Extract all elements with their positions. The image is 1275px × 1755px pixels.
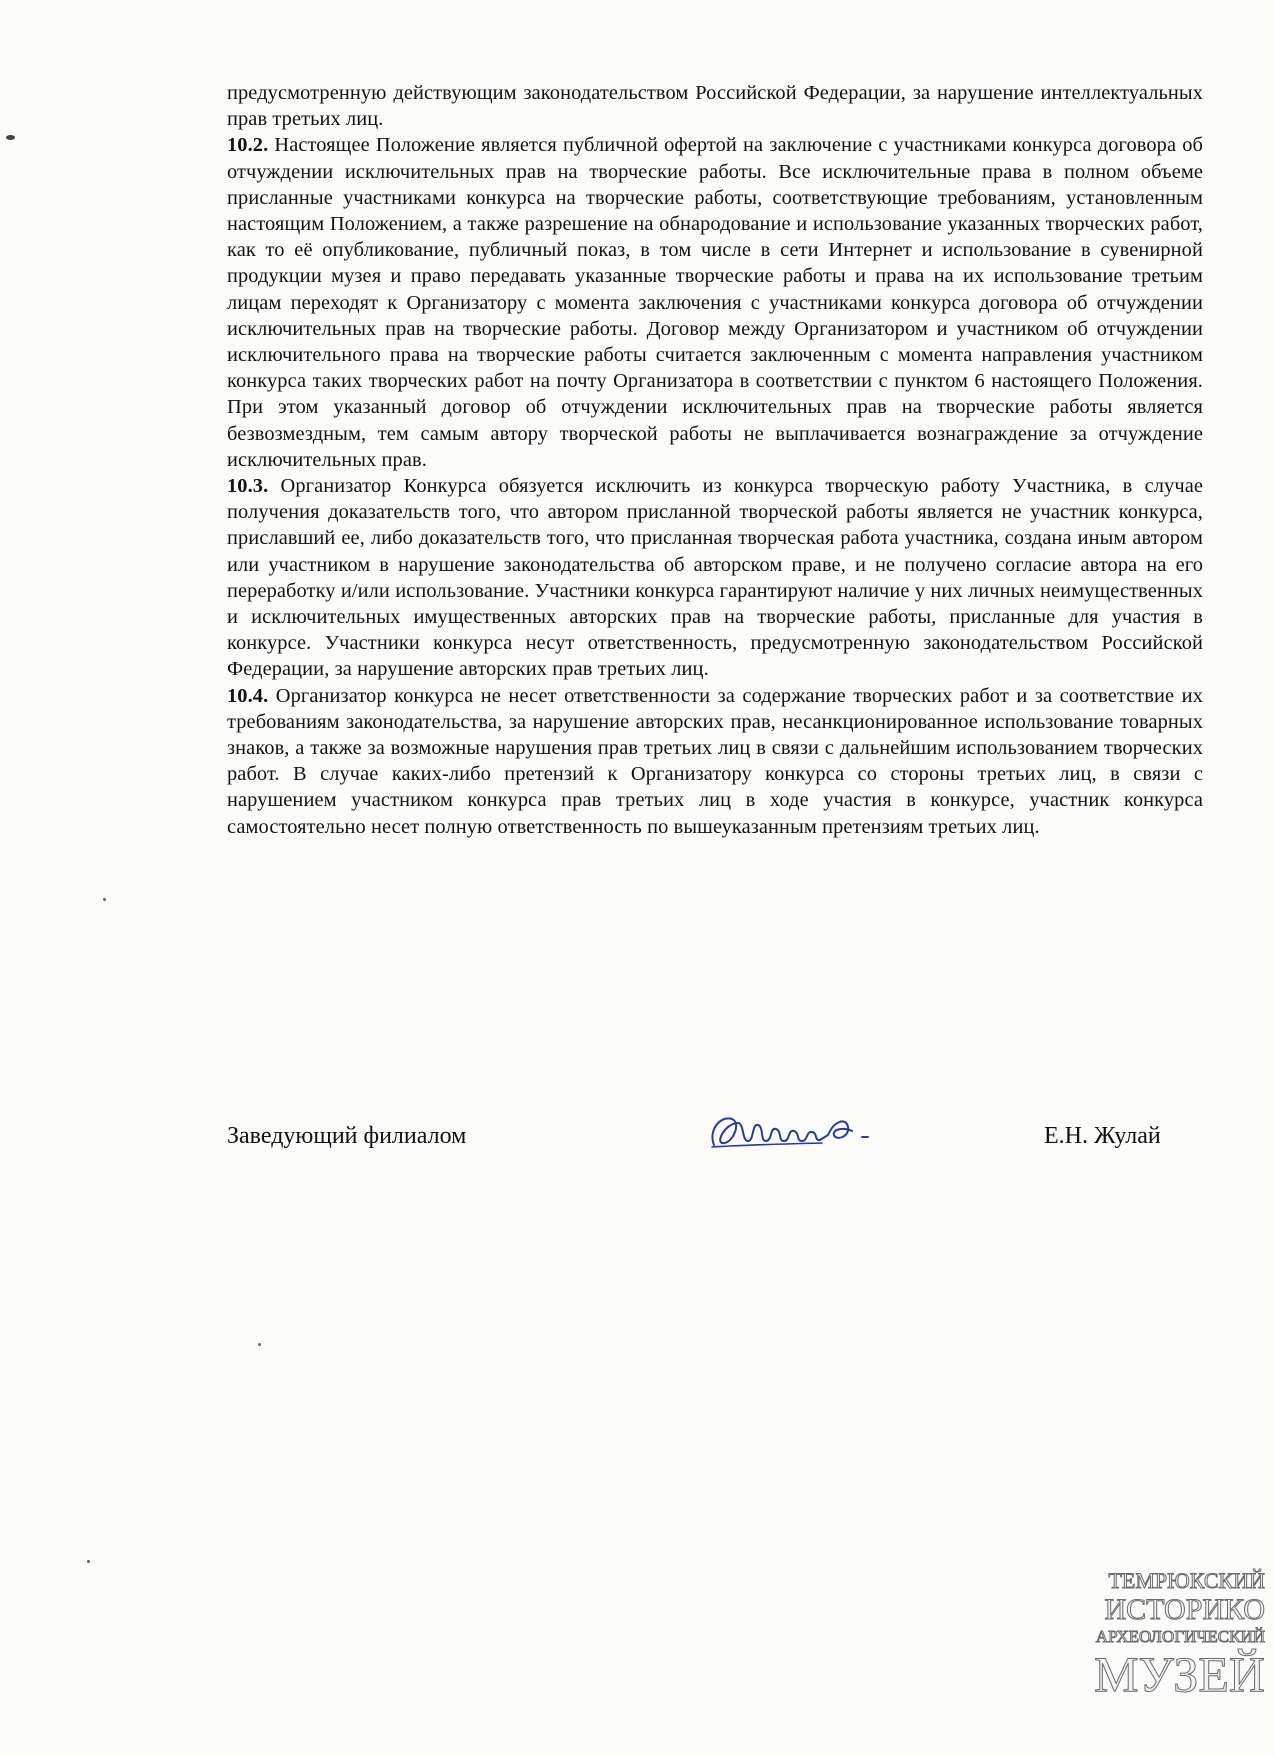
watermark-line: ТЕМРЮКСКИЙ xyxy=(1108,1568,1265,1593)
museum-watermark xyxy=(1060,1568,1265,1700)
signature-stroke xyxy=(712,1118,868,1145)
signature-stroke xyxy=(712,1143,822,1147)
signer-name: Е.Н. Жулай xyxy=(1044,1123,1161,1149)
watermark-line: МУЗЕЙ xyxy=(1094,1646,1265,1702)
paragraph-number: 10.2. xyxy=(227,134,269,157)
handwritten-signature xyxy=(702,1101,882,1161)
paragraph-10-4 xyxy=(227,683,1203,840)
scan-speck xyxy=(6,135,15,140)
signer-role: Заведующий филиалом xyxy=(227,1123,467,1149)
paragraph-text: Организатор Конкурса обязуется исключить из конкурса творческую работу Участника, в случае получения доказательств того, что автором присланной творческой работы является не участник конкурса, приславший ее, либо доказательств того, что присланная творческая работа участника, создана иным автором или участником в нарушение законодательства об авторском праве, и не получено согласие автора на его переработку и/или использование. Участники конкурса гарантируют наличие у них личных неимущественных и исключительных имущественных авторских прав на творческие работы, присланные для участия в конкурсе. Участники конкурса несут ответственность, предусмотренную законодательством Российской Федерации, за нарушение авторских прав третьих лиц. xyxy=(227,475,1203,681)
watermark-line: АРХЕОЛОГИЧЕСКИЙ xyxy=(1095,1627,1265,1646)
paragraph-text: Настоящее Положение является публичной офертой на заключение с участниками конкурса договора об отчуждении исключительных прав на творческие работы. Все исключительные права в полном объеме присланные участниками конкурса на творческие работы, соответствующие требованиям, установленным настоящим Положением, а также разрешение на обнародование и использование указанных творческих работ, как то её опубликование, публичный показ, в том числе в сети Интернет и использование в сувенирной продукции музея и право передавать указанные творческие работы и права на их использование третьим лицам переходят к Организатору с момента заключения с участниками конкурса договора об отчуждении исключительных прав на творческие работы. Договор между Организатором и участником об отчуждении исключительного права на творческие работы считается заключенным с момента направления участником конкурса таких творческих работ на почту Организатора в соответствии с пунктом 6 настоящего Положения. При этом указанный договор об отчуждении исключительных прав на творческие работы является безвозмездным, тем самым автору творческой работы не выплачивается вознаграждение за отчуждение исключительных прав. xyxy=(227,134,1203,471)
paragraph-10-2 xyxy=(227,132,1203,473)
paragraph-number: 10.3. xyxy=(227,475,269,498)
signature-block xyxy=(227,1113,1227,1163)
scan-speck xyxy=(258,1343,261,1346)
paragraph-text: Организатор конкурса не несет ответственности за содержание творческих работ и за соответствие их требованиям законодательства, за нарушение авторских прав, несанкционированное использование товарных знаков, а также за возможные нарушения прав третьих лиц в связи с дальнейшим использованием творческих работ. В случае каких-либо претензий к Организатору конкурса со стороны третьих лиц, в связи с нарушением участником конкурса прав третьих лиц в ходе участия в конкурсе, участник конкурса самостоятельно несет полную ответственность по вышеуказанным претензиям третьих лиц. xyxy=(227,684,1203,838)
intro-paragraph: предусмотренную действующим законодательством Российской Федерации, за нарушение интеллектуальных прав третьих лиц. xyxy=(227,82,1203,131)
scan-speck xyxy=(103,898,106,901)
paragraph-10-3 xyxy=(227,473,1203,683)
paragraph-number: 10.4. xyxy=(227,684,269,707)
watermark-line: ИСТОРИКО xyxy=(1104,1593,1265,1626)
document-body xyxy=(227,80,1203,840)
scan-speck xyxy=(87,1560,90,1563)
